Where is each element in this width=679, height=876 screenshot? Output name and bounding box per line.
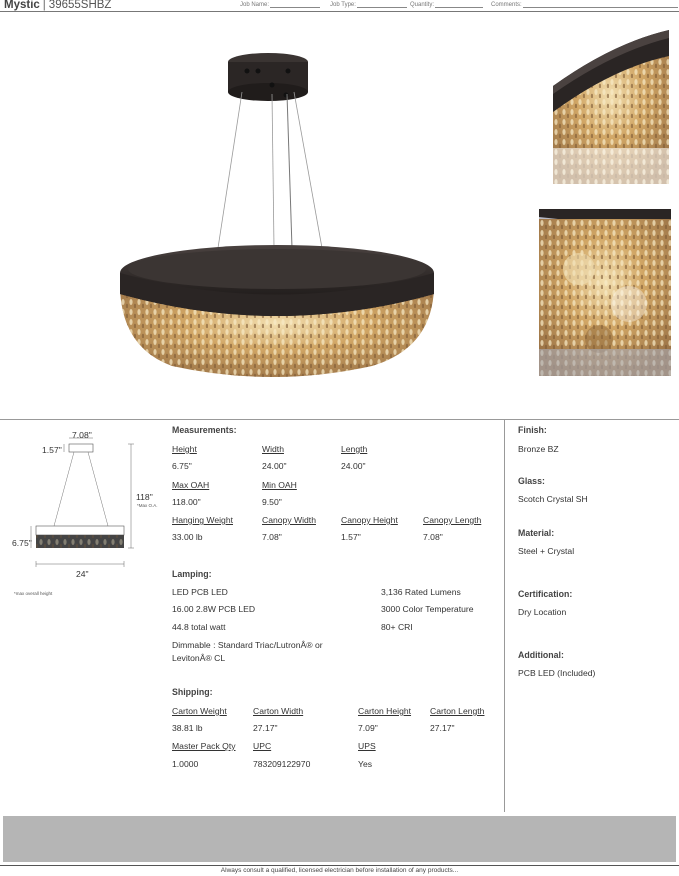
certification-value: Dry Location [518, 607, 567, 617]
header [0, 0, 679, 12]
notes-bar [3, 816, 676, 862]
footer-disclaimer: Always consult a qualified, licensed electrician before installation of any products... [0, 865, 679, 874]
additional-value: PCB LED (Included) [518, 668, 596, 678]
comments-line [523, 3, 678, 8]
spec-value: 6.75" [172, 461, 192, 471]
spec-label: Height [172, 444, 197, 454]
spec-label: Min OAH [262, 480, 297, 490]
shipping-title: Shipping: [172, 687, 213, 697]
title-separator: | [42, 0, 46, 11]
spec-label: Width [262, 444, 284, 454]
diagram-max-oah: 118" [136, 492, 153, 502]
spec-label: Hanging Weight [172, 515, 233, 525]
spec-label: Canopy Height [341, 515, 398, 525]
certification-title: Certification: [518, 589, 573, 599]
spec-value: 7.08" [262, 532, 282, 542]
lamping-item: LED PCB LED [172, 587, 228, 597]
lamping-item: LevitonÂ® CL [172, 653, 226, 663]
quantity-field[interactable] [410, 2, 483, 8]
spec-value: 7.09" [358, 723, 378, 733]
job-name-label: Job Name: [240, 2, 270, 8]
comments-field[interactable] [491, 2, 678, 8]
spec-label: Max OAH [172, 480, 210, 490]
spec-value: 1.0000 [172, 759, 199, 769]
spec-value: 118.00" [172, 497, 201, 507]
lamping-title: Lamping: [172, 569, 212, 579]
diagram-max-oah-note: *Max O.A. [137, 503, 158, 508]
lamping-item: Dimmable : Standard Triac/LutronÂ® or [172, 640, 323, 650]
quantity-line [435, 3, 483, 8]
job-name-line [270, 3, 320, 8]
spec-label: Carton Height [358, 706, 412, 716]
comments-label: Comments: [491, 2, 522, 8]
section-divider [0, 419, 679, 420]
spec-value: 33.00 lb [172, 532, 203, 542]
lamping-item: 3000 Color Temperature [381, 604, 474, 614]
product-detail-image-2 [539, 209, 671, 376]
dimension-diagram [14, 428, 164, 603]
job-type-label: Job Type: [330, 2, 356, 8]
diagram-body-height: 6.75" [12, 538, 32, 548]
spec-value: 1.57" [341, 532, 361, 542]
spec-value: 7.08" [423, 532, 443, 542]
spec-label: Carton Width [253, 706, 304, 716]
spec-value: Yes [358, 759, 373, 769]
lamping-item: 16.00 2.8W PCB LED [172, 604, 256, 614]
spec-value: 27.17" [253, 723, 278, 733]
column-divider [504, 419, 505, 812]
diagram-top-width: 7.08" [72, 430, 92, 440]
finish-value: Bronze BZ [518, 444, 559, 454]
product-name: Mystic [4, 0, 40, 11]
quantity-label: Quantity: [410, 2, 435, 8]
glass-title: Glass: [518, 476, 545, 486]
additional-title: Additional: [518, 650, 564, 660]
spec-label: UPS [358, 741, 376, 751]
job-name-field[interactable] [240, 2, 320, 8]
product-model: 39655SHBZ [48, 0, 112, 11]
lamping-item: 3,136 Rated Lumens [381, 587, 461, 597]
spec-label: Carton Length [430, 706, 485, 716]
glass-value: Scotch Crystal SH [518, 494, 588, 504]
diagram-width: 24" [76, 569, 89, 579]
finish-title: Finish: [518, 425, 547, 435]
product-main-image [112, 48, 452, 378]
spec-value: 38.81 lb [172, 723, 203, 733]
spec-label: Canopy Length [423, 515, 482, 525]
job-type-field[interactable] [330, 2, 407, 8]
material-value: Steel + Crystal [518, 546, 575, 556]
spec-label: Carton Weight [172, 706, 227, 716]
lamping-item: 80+ CRI [381, 622, 413, 632]
material-title: Material: [518, 528, 555, 538]
measurements-title: Measurements: [172, 425, 237, 435]
job-type-line [357, 3, 407, 8]
spec-label: Master Pack Qty [172, 741, 236, 751]
product-title [4, 0, 111, 11]
spec-value: 24.00" [341, 461, 366, 471]
diagram-canopy-height: 1.57" [42, 445, 62, 455]
spec-label: Canopy Width [262, 515, 316, 525]
spec-value: 24.00" [262, 461, 287, 471]
diagram-footnote: *max overall height [14, 591, 53, 596]
product-detail-image-1 [553, 28, 669, 184]
spec-label: UPC [253, 741, 272, 751]
spec-label: Length [341, 444, 368, 454]
spec-value: 9.50" [262, 497, 282, 507]
lamping-item: 44.8 total watt [172, 622, 226, 632]
spec-value: 27.17" [430, 723, 455, 733]
spec-value: 783209122970 [253, 759, 311, 769]
